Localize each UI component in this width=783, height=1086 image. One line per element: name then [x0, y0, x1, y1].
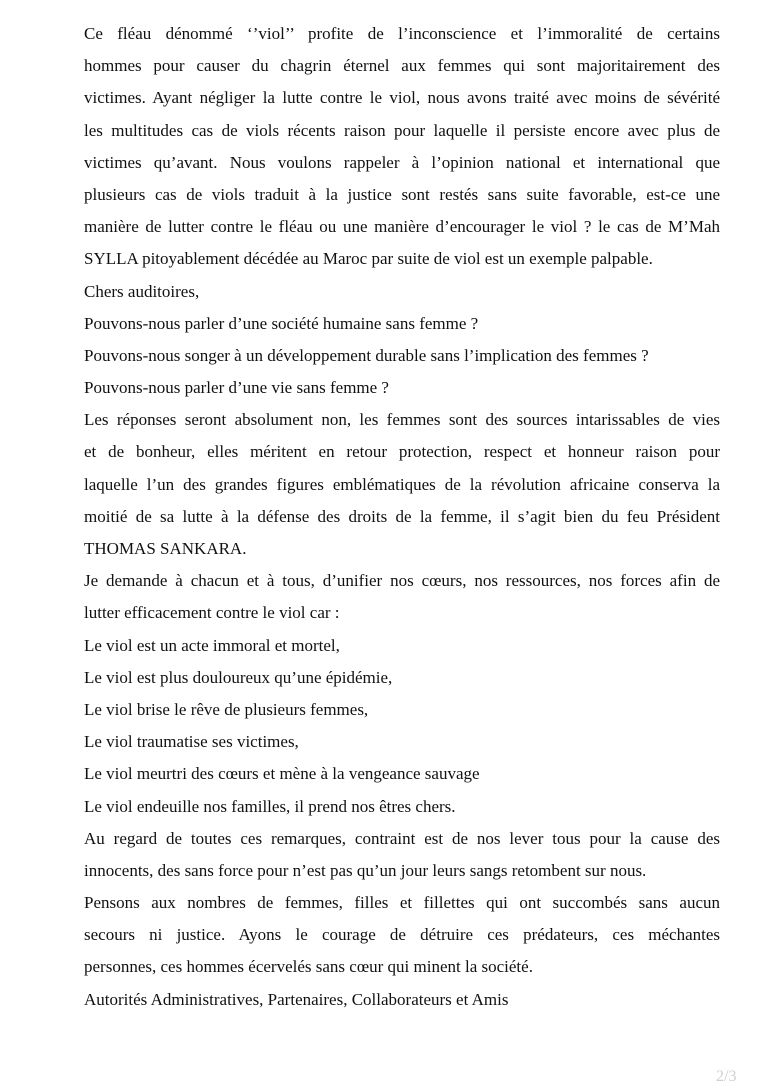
text-line — [84, 533, 720, 565]
text-line-content: Je demande à chacun et à tous, d’unifier nos cœurs, nos ressources, nos forces afin de — [84, 571, 720, 591]
text-line-content: Autorités Administratives, Partenaires, Collaborateurs et Amis — [84, 989, 509, 1009]
text-line — [84, 18, 720, 50]
text-line-content: Le viol traumatise ses victimes, — [84, 732, 299, 752]
text-line-content: Le viol est plus douloureux qu’une épidémie, — [84, 667, 393, 687]
text-line — [84, 855, 720, 887]
text-line-content: hommes pour causer du chagrin éternel aux femmes qui sont majoritairement des — [84, 56, 720, 76]
page-number: 2/3 — [716, 1068, 737, 1085]
text-line-content: Le viol endeuille nos familles, il prend nos êtres chers. — [84, 796, 456, 816]
text-line — [84, 372, 720, 404]
text-line — [84, 791, 720, 823]
text-line — [84, 179, 720, 211]
text-line — [84, 726, 720, 758]
text-line-content: moitié de sa lutte à la défense des droits de la femme, il s’agit bien du feu Président — [84, 506, 720, 526]
text-line-content: les multitudes cas de viols récents raison pour laquelle il persiste encore avec plus de — [84, 120, 720, 140]
text-line — [84, 211, 720, 243]
text-line — [84, 984, 720, 1016]
text-line-content: Chers auditoires, — [84, 281, 200, 301]
text-line — [84, 694, 720, 726]
text-line — [84, 597, 720, 629]
speech-body-text — [84, 18, 720, 1016]
text-line — [84, 887, 720, 919]
text-line-content: Pouvons-nous parler d’une vie sans femme ? — [84, 378, 389, 398]
text-line-content: victimes. Ayant négliger la lutte contre le viol, nous avons traité avec moins de sévérité — [84, 88, 720, 108]
text-line-content: Le viol est un acte immoral et mortel, — [84, 635, 340, 655]
text-line — [84, 951, 720, 983]
text-line-content: personnes, ces hommes écervelés sans cœur qui minent la société. — [84, 957, 533, 977]
text-line — [84, 340, 720, 372]
text-line — [84, 404, 720, 436]
text-line — [84, 823, 720, 855]
text-line — [84, 662, 720, 694]
text-line-content: Les réponses seront absolument non, les femmes sont des sources intarissables de vies — [84, 410, 720, 430]
text-line-content: Pouvons-nous parler d’une société humaine sans femme ? — [84, 313, 479, 333]
text-line-content: THOMAS SANKARA. — [84, 539, 247, 558]
text-line — [84, 758, 720, 790]
text-line-content: Pensons aux nombres de femmes, filles et fillettes qui ont succombés sans aucun — [84, 893, 720, 913]
text-line-content: innocents, des sans force pour n’est pas qu’un jour leurs sangs retombent sur nous. — [84, 860, 647, 880]
text-line-content: secours ni justice. Ayons le courage de détruire ces prédateurs, ces méchantes — [84, 925, 720, 945]
text-line — [84, 308, 720, 340]
text-line — [84, 919, 720, 951]
text-line-content: plusieurs cas de viols traduit à la justice sont restés sans suite favorable, est-ce une — [84, 184, 720, 204]
text-line-content: Au regard de toutes ces remarques, contraint est de nos lever tous pour la cause des — [84, 828, 720, 848]
text-line-content: laquelle l’un des grandes figures emblématiques de la révolution africaine conserva la — [84, 474, 720, 494]
text-line — [84, 243, 720, 275]
text-line — [84, 276, 720, 308]
text-line-content: Pouvons-nous songer à un développement durable sans l’implication des femmes ? — [84, 345, 649, 365]
text-line — [84, 501, 720, 533]
text-line — [84, 469, 720, 501]
text-line-content: Le viol meurtri des cœurs et mène à la vengeance sauvage — [84, 764, 480, 784]
text-line-content: victimes qu’avant. Nous voulons rappeler à l’opinion national et international que — [84, 152, 720, 172]
text-line-content: SYLLA pitoyablement décédée au Maroc par suite de viol est un exemple palpable. — [84, 249, 653, 269]
text-line — [84, 147, 720, 179]
text-line-content: Ce fléau dénommé ‘’viol’’ profite de l’inconscience et l’immoralité de certains — [84, 24, 720, 43]
text-line — [84, 82, 720, 114]
text-line — [84, 115, 720, 147]
text-line-content: manière de lutter contre le fléau ou une manière d’encourager le viol ? le cas de M’Mah — [84, 217, 720, 237]
text-line-content: Le viol brise le rêve de plusieurs femmes, — [84, 699, 369, 719]
text-line-content: lutter efficacement contre le viol car : — [84, 603, 340, 623]
text-line — [84, 436, 720, 468]
text-line — [84, 50, 720, 82]
text-line — [84, 565, 720, 597]
text-line — [84, 630, 720, 662]
text-line-content: et de bonheur, elles méritent en retour protection, respect et honneur raison pour — [84, 442, 720, 462]
